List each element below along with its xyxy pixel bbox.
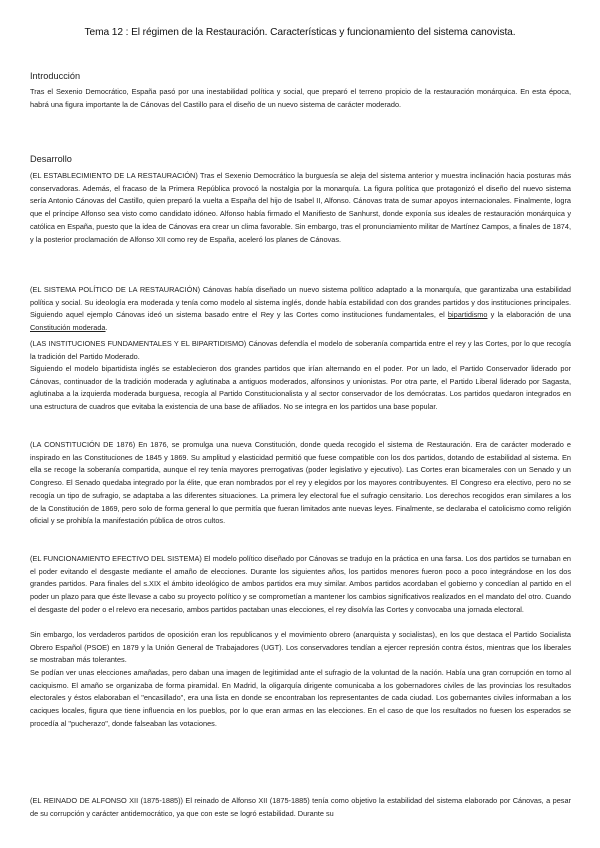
paragraph-rigged-elections: Se podían ver unas elecciones amañadas, pero daban una imagen de legitimidad ante el sufragio de la voluntad de la nación. Había una gran corrupción en torno al caciquismo. El amaño se organizaba de forma piramidal. En Madrid, la oligarquía dirigente comunicaba a los gobernadores civiles de las provincias los resultados electorales y éstos elaboraban el "encasillado", era una lista en donde se encontraban los representantes de cada ciudad. Los gobernantes civiles informaban a los caciques locales, figura que tiene influencia en los pueblos, por lo que eran armas en las elecciones. En el caso de que los resultados no fuesen los esperados se procedía al "pucherazo", donde falseaban las votaciones.	[30, 668, 571, 728]
paragraph-establishment: (EL ESTABLECIMIENTO DE LA RESTAURACIÓN) Tras el Sexenio Democrático la burguesía se aleja del sistema anterior y muestra inclinación hacia posturas más conservadoras. Además, el fracaso de la Primera República provocó la nostalgia por la monarquía. La figura política que protagonizó el diseño del nuevo sistema sería Antonio Cánovas del Castillo, quien preparó la vuelta a España del hijo de Isabel II, Alfonso. Cánovas trata de sumar apoyos internacionales. Finalmente, logra que el príncipe Alfonso sea visto como candidato idóneo. Alfonso había firmado el Manifiesto de Sanhurst, donde exponía sus ideales de restauración monárquica y católica en España, puesto que la idea de Cánovas era crear un clima favorable. Sin embargo, tras el pronunciamiento militar de Martínez Campos, a finales de 1874, y la posterior proclamación de Alfonso XII como rey de España, aceleró los planes de Cánovas.	[30, 171, 571, 244]
paragraph-alfonso-xii-reign: (EL REINADO DE ALFONSO XII (1875-1885)) El reinado de Alfonso XII (1875-1885) tenía como objetivo la estabilidad del sistema elaborado por Cánovas, a pesar de su corrupción y carácter antidemocrático, ya que con este se logró estabilidad. Durante su	[30, 796, 571, 818]
paragraph-political-system-end: .	[105, 323, 108, 333]
bipartidismo-term: bipartidismo	[447, 310, 488, 320]
paragraph-opposition: Sin embargo, los verdaderos partidos de oposición eran los republicanos y el movimiento obrero (anarquista y socialistas), en los que destaca el Partido Socialista Obrero Español (PSOE) en 1879 y la Unión General de Trabajadores (UGT). Los conservadores tendían a ejercer represión contra éstos, mientras que los liberales se mostraban más tolerantes.	[30, 630, 571, 665]
paragraph-institutions: (LAS INSTITUCIONES FUNDAMENTALES Y EL BIPARTIDISMO) Cánovas defendía el modelo de soberanía compartida entre el rey y las Cortes, por lo que recogía la tradición del Partido Moderado.	[30, 339, 571, 361]
paragraph-political-system-text: (EL SISTEMA POLÍTICO DE LA RESTAURACIÓN) Cánovas había diseñado un nuevo sistema político adaptado a la monarquía, que garantizaba una estabilidad política y social. Su ideología era moderada y tenía como modelo al sistema inglés, donde había estabilidad con dos grandes partidos y dos instituciones principales. Siguiendo aquel ejemplo Cánovas ideó un sistema basado entre el Rey y las Cortes como instituciones fundamentales, el	[30, 285, 571, 320]
constitucion-moderada-term: Constitución moderada	[30, 323, 106, 333]
paragraph-constitution-1876: (LA CONSTITUCIÓN DE 1876) En 1876, se promulga una nueva Constitución, donde queda recogido el sistema de Restauración. Era de carácter moderado e inspirado en las Constituciones de 1845 y 1869. Su amplitud y elasticidad permitió que fuese compatible con los dos partidos, dotando de estabilidad al sistema. En ella se recoge la soberanía compartida, aunque el rey tenía mayores prerrogativas (poder legislativo y ejecutivo). Las Cortes eran bicamerales con un Senado y un Congreso. El Senado quedaba integrado por la élite, que eran nombrados por el rey y elegidos por los mayores contribuyentes. El Congreso era electivo, pero no se recogía un tipo de sufragio, se adaptaba a las diferentes situaciones. La primera ley electoral fue el sufragio censitario. Los derechos recogidos eran similares a los de la Constitución de 1869, pero solo de forma general lo que permitía que fueran limitados ante nuevas leyes. Finalmente, se declaraba el catolicismo como religión oficial y se prohibía la manifestación pública de otros cultos.	[30, 440, 571, 526]
intro-heading: Introducción	[30, 71, 81, 81]
paragraph-political-system	[30, 284, 571, 335]
intro-paragraph: Tras el Sexenio Democrático, España pasó por una inestabilidad política y social, que preparó el terreno propicio de la restauración monárquica. En esta época, habrá una figura importante la de Cánovas del Castillo para el diseño de un nuevo sistema de carácter moderado.	[30, 87, 571, 109]
paragraph-political-system-connector: y la elaboración de una	[487, 310, 572, 320]
development-heading: Desarrollo	[30, 154, 72, 164]
paragraph-effective-functioning: (EL FUNCIONAMIENTO EFECTIVO DEL SISTEMA) El modelo político diseñado por Cánovas se tradujo en la práctica en una farsa. Los dos partidos se turnaban en el poder evitando el desgaste mediante el amaño de elecciones. Durante los siguientes años, los partidos menores fueron poco a poco integrándose en los dos grandes partidos. Para finales del s.XIX el ámbito ideológico de ambos partidos era muy similar. Ambos partidos acordaban el gobierno y concedían al partido en el poder un plazo para que éste llevase a cabo su proyecto político y se comprometían a mantener los cambios significativos realizados en el mandato del otro. Cuando el desgaste del poder o el relevo era necesario, ambos partidos pactaban unas elecciones, el rey disolvía las Cortes y convocaba una jornada electoral.	[30, 554, 571, 614]
paragraph-bipartisan-model: Siguiendo el modelo bipartidista inglés se establecieron dos grandes partidos que irían alternando en el poder. Por un lado, el Partido Conservador liderado por Cánovas, continuador de la tradición moderada y aglutinaba a antiguos moderados, alfonsinos y unionistas. Por otra parte, el Partido Liberal liderado por Sagasta, aglutinaba a la izquierda moderada burguesa, recogía al Partido Constitucionalista y al sector conservador de los demócratas. Los partidos quedaron integrados en una estructura de cuadros que evitaba la existencia de una base de afiliados. No se integra en los partidos una base popular.	[30, 364, 571, 412]
document-title: Tema 12 : El régimen de la Restauración. Características y funcionamiento del sistema canovista.	[84, 27, 516, 38]
